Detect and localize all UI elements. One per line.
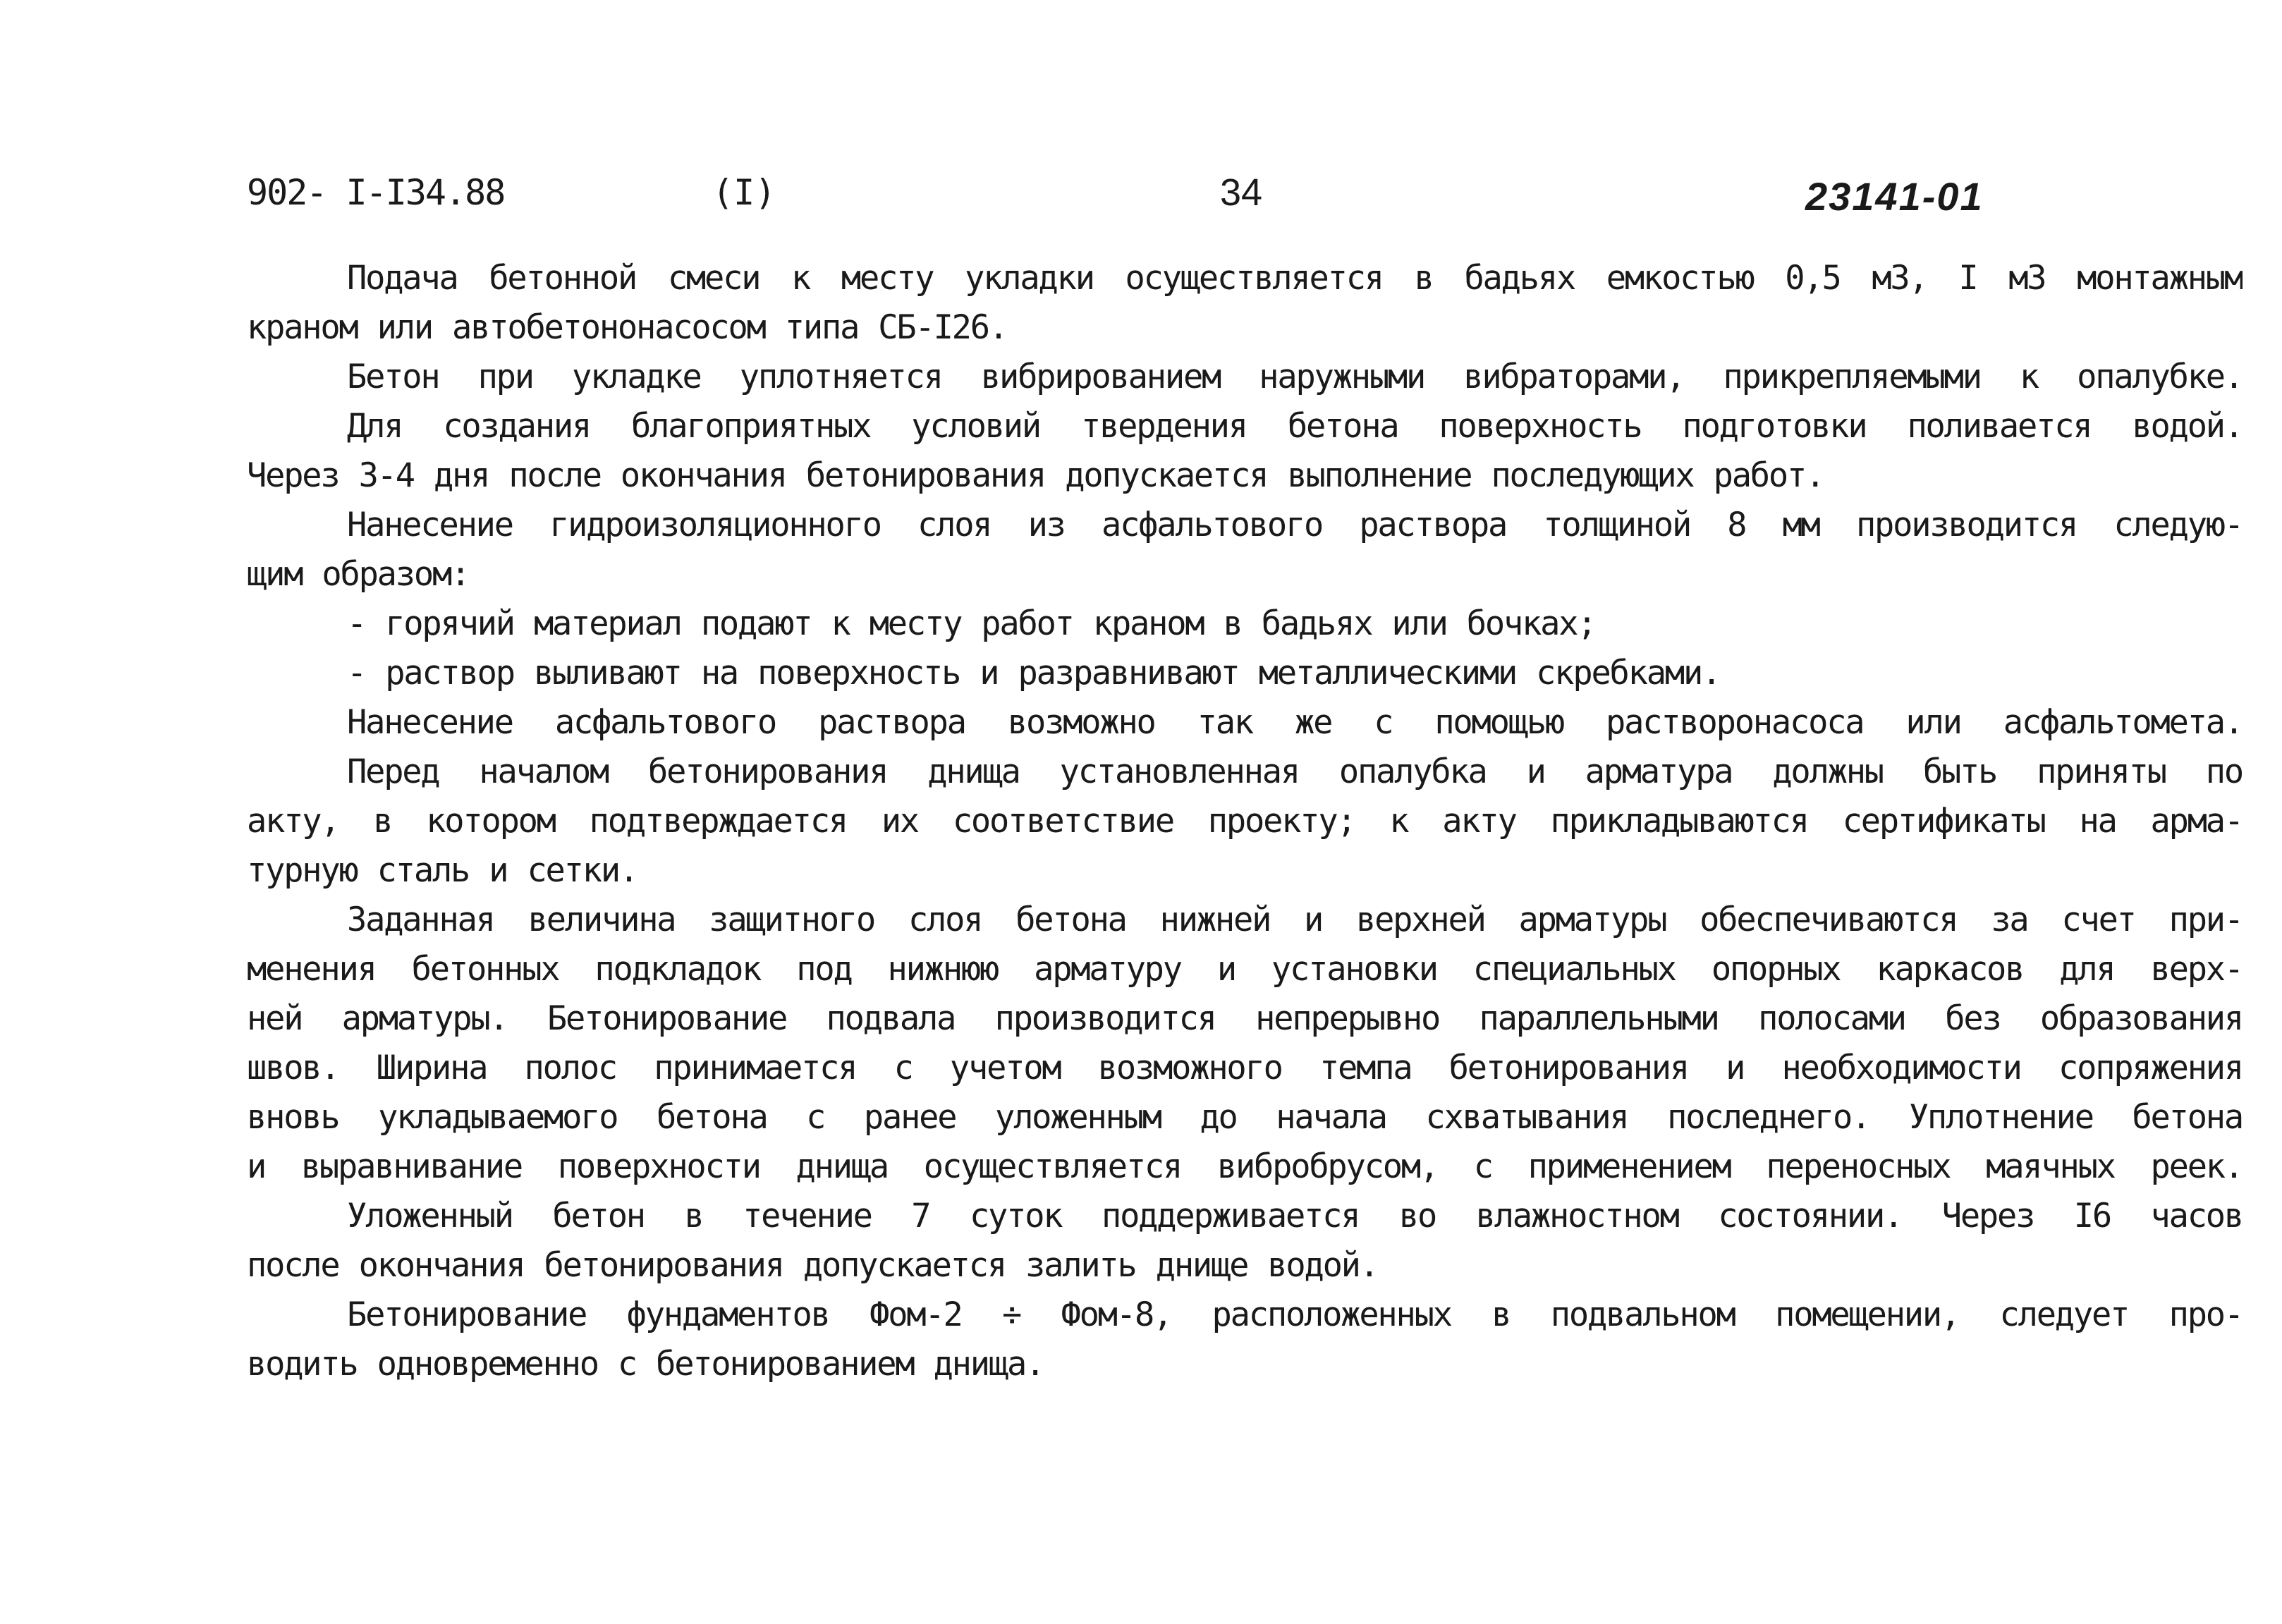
- text-line: турную сталь и сетки.: [247, 851, 638, 890]
- text-line: Для создания благоприятных условий твердения бетона поверхность подготовки поливается водой.: [347, 407, 2243, 446]
- text-line: акту, в котором подтверждается их соответствие проекту; к акту прикладываются сертификаты на арма-: [247, 802, 2243, 841]
- text-line: ней арматуры. Бетонирование подвала производится непрерывно параллельными полосами без образования: [247, 999, 2243, 1038]
- text-line: щим образом:: [247, 555, 470, 594]
- text-line: Уложенный бетон в течение 7 суток поддерживается во влажностном состоянии. Через I6 часов: [347, 1197, 2243, 1235]
- text-line: Нанесение асфальтового раствора возможно так же с помощью растворонасоса или асфальтомета.: [347, 703, 2243, 742]
- text-line: вновь укладываемого бетона с ранее уложенным до начала схватывания последнего. Уплотнение бетона: [247, 1098, 2243, 1137]
- list-item: - горячий материал подают к месту работ краном в бадьях или бочках;: [347, 604, 1596, 643]
- page-header: [247, 168, 2235, 224]
- text-line: швов. Ширина полос принимается с учетом возможного темпа бетонирования и необходимости сопряжения: [247, 1049, 2243, 1087]
- body-text: [247, 254, 2243, 1389]
- text-line: Через 3-4 дня после окончания бетонирования допускается выполнение последующих работ.: [247, 456, 1824, 495]
- text-line: Заданная величина защитного слоя бетона нижней и верхней арматуры обеспечиваются за счет при-: [347, 900, 2243, 939]
- text-line: Подача бетонной смеси к месту укладки осуществляется в бадьях емкостью 0,5 м3, I м3 монтажным: [347, 259, 2243, 298]
- text-line: Бетон при укладке уплотняется вибрированием наружными вибраторами, прикрепляемыми к опалубке.: [347, 358, 2243, 396]
- text-line: после окончания бетонирования допускается залить днище водой.: [247, 1246, 1378, 1285]
- text-line: Перед началом бетонирования днища установленная опалубка и арматура должны быть приняты по: [347, 752, 2243, 791]
- document-code: 902- I-I34.88: [247, 172, 505, 213]
- sheet-number: (I): [712, 172, 776, 213]
- text-line: краном или автобетононасосом типа СБ-I26.: [247, 308, 1007, 347]
- text-line: менения бетонных подкладок под нижнюю арматуру и установки специальных опорных каркасов для верх-: [247, 950, 2243, 989]
- text-line: Бетонирование фундаментов Фом-2 ÷ Фом-8, расположенных в подвальном помещении, следует про-: [347, 1295, 2243, 1334]
- text-line: и выравнивание поверхности днища осуществляется вибробрусом, с применением переносных маячных реек.: [247, 1147, 2243, 1186]
- archive-number-handwritten: 23141-01: [1805, 174, 1984, 219]
- text-line: водить одновременно с бетонированием днища.: [247, 1345, 1044, 1384]
- page-number: 34: [1220, 171, 1263, 214]
- text-line: Нанесение гидроизоляционного слоя из асфальтового раствора толщиной 8 мм производится следую-: [347, 506, 2243, 544]
- list-item: - раствор выливают на поверхность и разравнивают металлическими скребками.: [347, 654, 1721, 692]
